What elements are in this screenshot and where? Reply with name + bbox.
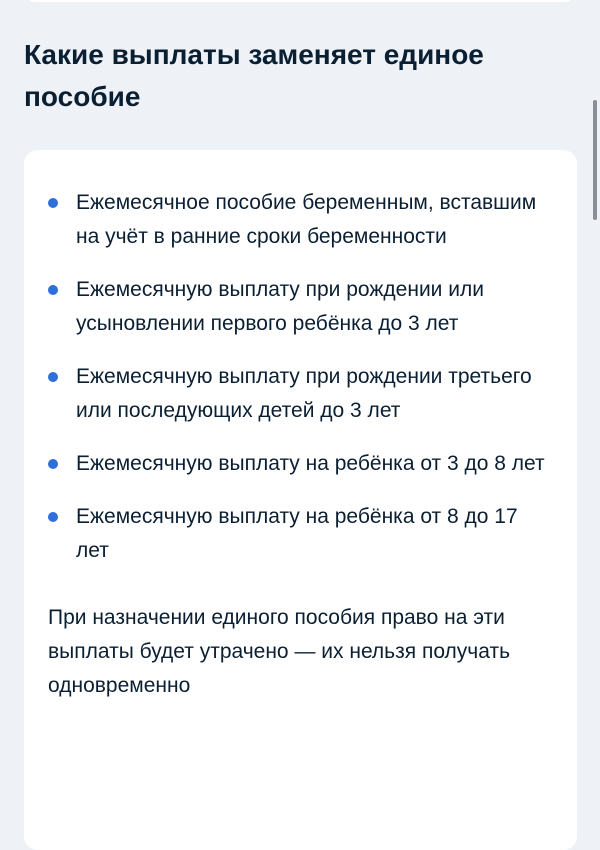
bullet-dot-icon (48, 198, 58, 208)
list-item-text: Ежемесячную выплату на ребёнка от 8 до 17 лет (76, 505, 518, 562)
list-item-text: Ежемесячную выплату при рождении или усыновлении первого ребёнка до 3 лет (76, 278, 484, 335)
bullet-dot-icon (48, 512, 58, 522)
bullet-dot-icon (48, 285, 58, 295)
list-item (48, 360, 553, 428)
list-item-text: Ежемесячную выплату при рождении третьего или последующих детей до 3 лет (76, 365, 532, 422)
section-title: Какие выплаты заменяет единое пособие (24, 39, 484, 112)
list-item (48, 500, 553, 568)
payments-card (24, 150, 577, 850)
list-item-text: Ежемесячную выплату на ребёнка от 3 до 8 лет (76, 452, 545, 475)
warning-note: При назначении единого пособия право на эти выплаты будет утрачено — их нельзя получать одновременно (48, 606, 511, 697)
scrollbar[interactable] (593, 100, 597, 220)
previous-card-edge (24, 0, 576, 2)
list-item (48, 447, 553, 481)
list-item (48, 273, 553, 341)
bullet-dot-icon (48, 372, 58, 382)
bullet-dot-icon (48, 459, 58, 469)
list-item (48, 186, 553, 254)
replaced-payments-list (48, 186, 553, 568)
list-item-text: Ежемесячное пособие беременным, вставшим на учёт в ранние сроки беременности (76, 191, 537, 248)
